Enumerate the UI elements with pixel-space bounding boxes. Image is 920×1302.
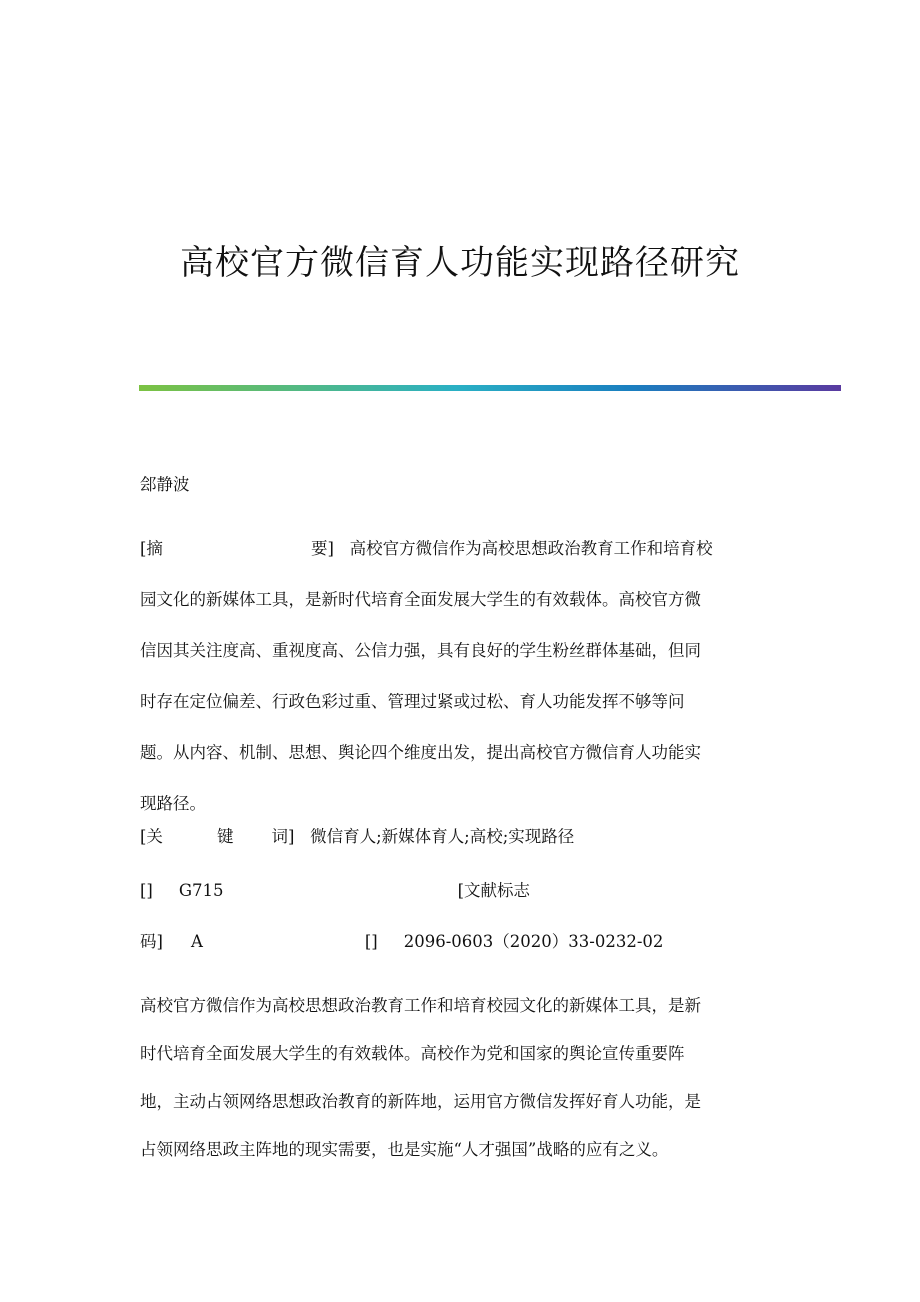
abstract-line: 现路径。 — [140, 794, 206, 813]
keywords-label-1: [关 — [140, 827, 163, 846]
keywords-value: 微信育人;新媒体育人;高校;实现路径 — [310, 827, 575, 846]
paper-title: 高校官方微信育人功能实现路径研究 — [180, 242, 740, 283]
keywords-line — [140, 820, 780, 854]
doc-code-label-start: [文献标志 — [457, 881, 530, 900]
abstract-text: 高校官方微信作为高校思想政治教育工作和培育校 — [349, 539, 713, 558]
doc-code-label-end: 码] — [140, 932, 163, 951]
classification-line — [140, 874, 780, 908]
body-paragraph — [140, 982, 780, 1174]
abstract-line: 时存在定位偏差、行政色彩过重、管理过紧或过松、育人功能发挥不够等问 — [140, 692, 685, 711]
paragraph-line: 地，主动占领网络思想政治教育的新阵地，运用官方微信发挥好育人功能，是 — [140, 1092, 701, 1111]
doc-code-line — [140, 925, 780, 959]
article-id-bracket: [] — [364, 932, 378, 951]
classification-value: G715 — [178, 881, 224, 900]
abstract-block — [140, 523, 780, 829]
keywords-label-2: 键 — [216, 827, 234, 846]
abstract-label-close: 要] — [310, 539, 334, 558]
abstract-line: 信因其关注度高、重视度高、公信力强，具有良好的学生粉丝群体基础，但同 — [140, 641, 701, 660]
doc-code-value: A — [190, 932, 203, 951]
author-name: 郐静波 — [140, 475, 190, 494]
article-id-value: 2096-0603（2020）33-0232-02 — [403, 932, 664, 951]
abstract-line: 题。从内容、机制、思想、舆论四个维度出发，提出高校官方微信育人功能实 — [140, 743, 701, 762]
classification-bracket: [] — [140, 881, 153, 900]
keywords-label-3: 词] — [271, 827, 295, 846]
paragraph-line: 高校官方微信作为高校思想政治教育工作和培育校园文化的新媒体工具，是新 — [140, 996, 701, 1015]
abstract-line — [140, 523, 780, 574]
paragraph-line: 占领网络思政主阵地的现实需要，也是实施“人才强国”战略的应有之义。 — [140, 1140, 669, 1159]
paragraph-line: 时代培育全面发展大学生的有效载体。高校作为党和国家的舆论宣传重要阵 — [140, 1044, 685, 1063]
title-divider — [139, 385, 841, 391]
abstract-label-open: [摘 — [140, 539, 163, 558]
abstract-line: 园文化的新媒体工具，是新时代培育全面发展大学生的有效载体。高校官方微 — [140, 590, 701, 609]
